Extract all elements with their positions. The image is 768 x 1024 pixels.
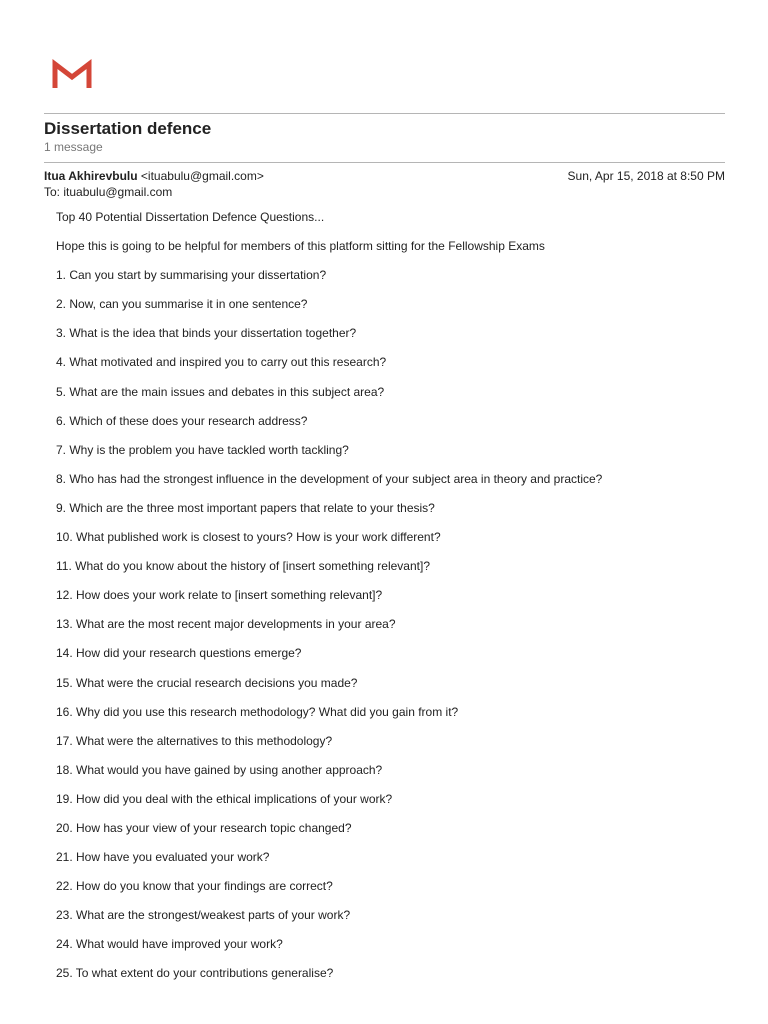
- question-item: 13. What are the most recent major developments in your area?: [56, 617, 396, 632]
- body-paragraph: Top 40 Potential Dissertation Defence Questions...: [56, 210, 325, 224]
- question-item: 20. How has your view of your research topic changed?: [56, 820, 352, 835]
- question-item: 14. How did your research questions emerge?: [56, 646, 302, 661]
- question-item: 11. What do you know about the history of [insert something relevant]?: [56, 559, 430, 574]
- thread-divider: [44, 162, 725, 163]
- email-body: [56, 209, 736, 995]
- question-item: 23. What are the strongest/weakest parts of your work?: [56, 908, 351, 923]
- question-item: 1. Can you start by summarising your dissertation?: [56, 268, 327, 283]
- question-item: 12. How does your work relate to [insert something relevant]?: [56, 588, 383, 603]
- email-subject: Dissertation defence: [44, 119, 212, 138]
- message-date: Sun, Apr 15, 2018 at 8:50 PM: [567, 169, 725, 183]
- question-item: 19. How did you deal with the ethical implications of your work?: [56, 791, 393, 806]
- header-divider: [44, 113, 725, 114]
- recipient-line: To: ituabulu@gmail.com: [44, 185, 173, 199]
- gmail-logo-icon: [51, 58, 93, 90]
- question-item: 25. To what extent do your contributions generalise?: [56, 966, 334, 981]
- body-paragraph: Hope this is going to be helpful for members of this platform sitting for the Fellowship Exams: [56, 239, 545, 254]
- question-item: 3. What is the idea that binds your dissertation together?: [56, 326, 357, 341]
- question-item: 6. Which of these does your research address?: [56, 413, 308, 428]
- question-item: 10. What published work is closest to yours? How is your work different?: [56, 530, 441, 545]
- question-item: 17. What were the alternatives to this methodology?: [56, 733, 333, 748]
- sender-email: <ituabulu@gmail.com>: [140, 169, 264, 183]
- question-item: 5. What are the main issues and debates in this subject area?: [56, 384, 385, 399]
- question-item: 22. How do you know that your findings are correct?: [56, 879, 333, 894]
- question-item: 7. Why is the problem you have tackled worth tackling?: [56, 442, 349, 457]
- question-item: 9. Which are the three most important papers that relate to your thesis?: [56, 500, 435, 515]
- message-count: 1 message: [44, 140, 103, 154]
- question-item: 15. What were the crucial research decisions you made?: [56, 675, 358, 690]
- question-item: 4. What motivated and inspired you to carry out this research?: [56, 355, 387, 370]
- question-item: 16. Why did you use this research methodology? What did you gain from it?: [56, 704, 459, 719]
- question-item: 18. What would you have gained by using another approach?: [56, 762, 383, 777]
- question-item: 24. What would have improved your work?: [56, 937, 283, 952]
- question-item: 2. Now, can you summarise it in one sentence?: [56, 297, 308, 312]
- sender-line: [44, 168, 264, 184]
- sender-name: Itua Akhirevbulu: [44, 169, 138, 183]
- question-item: 8. Who has had the strongest influence in the development of your subject area in theory and practice?: [56, 471, 603, 486]
- question-item: 21. How have you evaluated your work?: [56, 850, 270, 865]
